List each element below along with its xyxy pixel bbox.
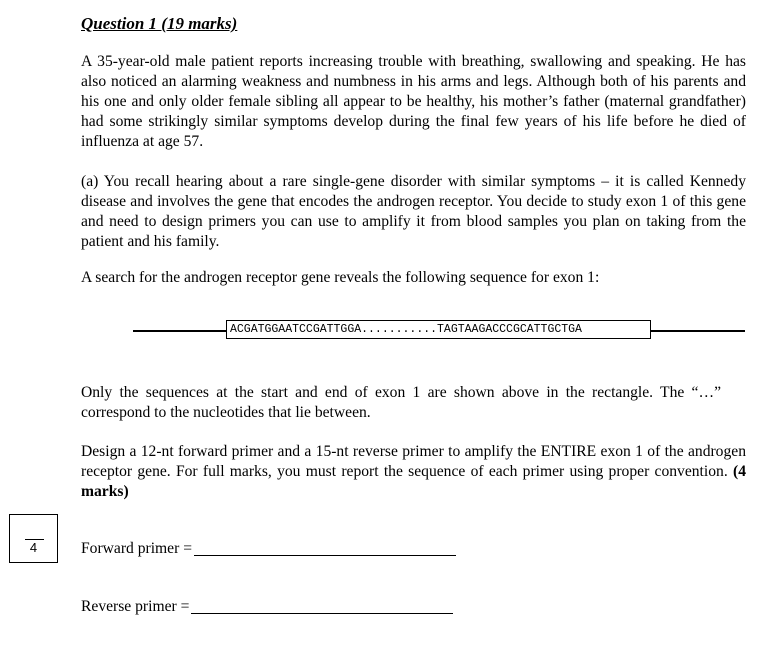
exon-sequence-box: ACGATGGAATCCGATTGGA...........TAGTAAGACCCGCATTGCTGA: [226, 320, 651, 339]
task-text: Design a 12-nt forward primer and a 15-nt reverse primer to amplify the ENTIRE exon 1 of the androgen receptor gene. For full marks, you must report the sequence of each primer using proper convention.: [81, 443, 746, 480]
forward-primer-row: [81, 539, 456, 558]
reverse-primer-row: [81, 597, 453, 616]
task-paragraph: [81, 442, 746, 502]
forward-primer-label: Forward primer =: [81, 540, 192, 557]
search-paragraph: A search for the androgen receptor gene reveals the following sequence for exon 1:: [81, 269, 600, 286]
forward-primer-blank[interactable]: [194, 539, 456, 556]
task-marks: (4 marks): [81, 463, 746, 500]
score-value: 4: [29, 540, 38, 555]
part-a-paragraph: (a) You recall hearing about a rare single-gene disorder with similar symptoms – it is called Kennedy disease and involves the gene that encodes the androgen receptor. You decide to study exon 1 of this gene and need to design primers you can use to amplify it from blood samples you plan on taking from the patient and his family.: [81, 173, 746, 250]
question-heading: Question 1 (19 marks): [81, 14, 238, 33]
reverse-primer-blank[interactable]: [191, 597, 453, 614]
intro-paragraph: A 35-year-old male patient reports increasing trouble with breathing, swallowing and speaking. He has also noticed an alarming weakness and numbness in his arms and legs. Although both of his parents and his one and only older female sibling all appear to be healthy, his mother’s father (maternal grandfather) had some strikingly similar symptoms develop during the final few years of his life before he died of influenza at age 57.: [81, 53, 746, 150]
score-box: [9, 514, 58, 563]
note-paragraph: Only the sequences at the start and end of exon 1 are shown above in the rectangle. The “…” correspond to the nucleotides that lie between.: [81, 384, 721, 421]
reverse-primer-label: Reverse primer =: [81, 598, 190, 615]
